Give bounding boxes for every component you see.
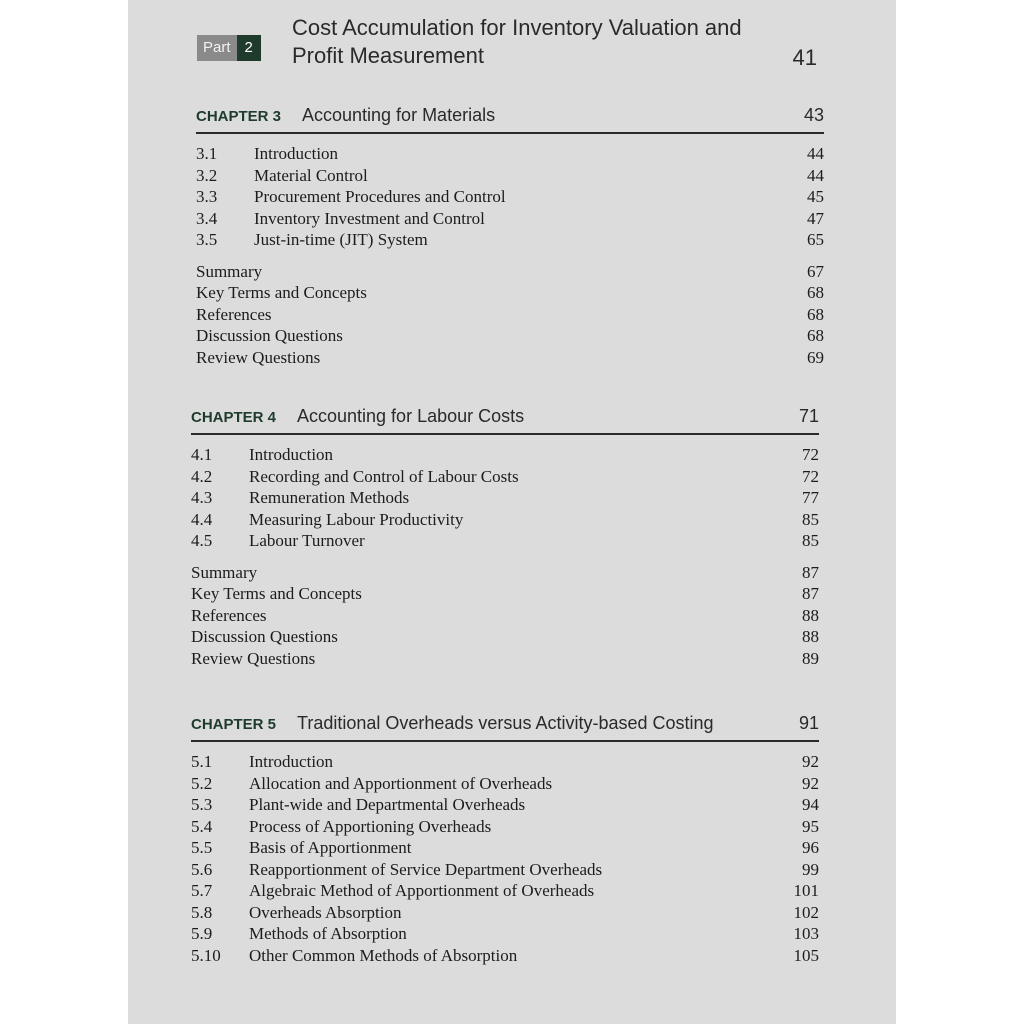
section-number: 4.3	[191, 488, 213, 507]
part-header	[197, 14, 817, 76]
chapter-4	[191, 405, 819, 669]
section-number: 3.4	[196, 208, 218, 228]
section-title: Reapportionment of Service Department Overheads	[249, 859, 603, 879]
toc-entry	[191, 487, 819, 509]
chapter-page-number: 91	[798, 713, 819, 733]
toc-entry	[196, 143, 824, 165]
toc-entry	[191, 509, 819, 531]
section-title: Just-in-time (JIT) System	[254, 230, 428, 249]
section-number: 4.4	[191, 509, 213, 529]
entry-title: Summary	[196, 261, 263, 281]
section-page-number: 72	[802, 466, 819, 486]
toc-entry	[191, 880, 819, 902]
section-title: Basis of Apportionment	[249, 838, 412, 857]
toc-entry	[196, 208, 824, 230]
section-number: 5.8	[191, 902, 213, 922]
section-title: Inventory Investment and Control	[254, 208, 485, 228]
toc-entry	[191, 837, 819, 859]
section-title: Process of Apportioning Overheads	[249, 816, 492, 836]
section-title: Material Control	[254, 165, 368, 185]
entry-page-number: 88	[802, 605, 819, 625]
section-number: 5.5	[191, 838, 213, 857]
section-title: Labour Turnover	[249, 531, 365, 550]
entry-page-number: 88	[802, 627, 819, 646]
section-title: Methods of Absorption	[249, 924, 407, 943]
section-page-number: 45	[807, 187, 824, 206]
chapter-label: CHAPTER 5	[191, 716, 277, 733]
toc-entry	[191, 794, 819, 816]
entry-title: Review Questions	[191, 648, 316, 668]
section-page-number: 77	[802, 488, 819, 507]
section-title: Introduction	[249, 752, 334, 771]
entry-page-number: 68	[807, 283, 824, 302]
entry-title: Key Terms and Concepts	[196, 283, 367, 302]
section-title: Overheads Absorption	[249, 902, 402, 922]
section-title: Measuring Labour Productivity	[249, 509, 464, 529]
section-page-number: 44	[807, 144, 824, 163]
section-number: 5.7	[191, 881, 213, 900]
chapter-title: Accounting for Labour Costs	[297, 406, 525, 426]
section-list	[196, 143, 824, 251]
entry-title: Review Questions	[196, 347, 321, 367]
section-list	[191, 444, 819, 552]
section-number: 5.3	[191, 795, 213, 814]
toc-entry	[191, 530, 819, 552]
part-label: Part	[197, 35, 237, 61]
section-page-number: 102	[793, 902, 819, 922]
entry-title: References	[191, 605, 267, 625]
section-page-number: 92	[802, 773, 819, 793]
toc-entry	[191, 923, 819, 945]
section-page-number: 94	[802, 795, 819, 814]
section-page-number: 72	[802, 445, 819, 464]
chapter-heading	[196, 104, 824, 134]
chapter-title: Accounting for Materials	[302, 105, 496, 125]
chapter-page-number: 71	[798, 406, 819, 426]
toc-entry	[191, 859, 819, 881]
section-number: 5.2	[191, 773, 213, 793]
toc-entry	[191, 945, 819, 967]
section-number: 4.1	[191, 445, 213, 464]
section-title: Allocation and Apportionment of Overheads	[249, 773, 553, 793]
section-page-number: 105	[793, 945, 819, 965]
toc-entry	[191, 562, 819, 584]
section-title: Algebraic Method of Apportionment of Overheads	[249, 881, 595, 900]
section-page-number: 44	[807, 165, 824, 185]
section-page-number: 101	[793, 881, 819, 900]
section-page-number: 85	[802, 509, 819, 529]
section-title: Introduction	[249, 445, 334, 464]
toc-entry	[191, 648, 819, 670]
section-number: 4.2	[191, 466, 213, 486]
section-number: 5.4	[191, 816, 213, 836]
document-page	[128, 0, 896, 1024]
entry-title: Summary	[191, 562, 258, 582]
chapter-page-number: 43	[803, 105, 824, 125]
entry-page-number: 87	[802, 562, 819, 582]
section-number: 3.2	[196, 165, 218, 185]
toc-entry	[191, 902, 819, 924]
entry-title: Discussion Questions	[196, 326, 343, 345]
chapter-5	[191, 712, 819, 966]
toc-entry	[191, 626, 819, 648]
entry-page-number: 68	[807, 304, 824, 324]
entry-page-number: 67	[807, 261, 824, 281]
entry-page-number: 68	[807, 326, 824, 345]
section-number: 3.1	[196, 144, 218, 163]
section-list	[191, 751, 819, 966]
section-page-number: 92	[802, 752, 819, 771]
toc-entry	[196, 165, 824, 187]
toc-entry	[191, 444, 819, 466]
section-page-number: 47	[807, 208, 824, 228]
chapter-heading	[191, 712, 819, 742]
end-matter-list	[196, 261, 824, 369]
chapter-label: CHAPTER 3	[196, 108, 282, 125]
entry-title: References	[196, 304, 272, 324]
section-number: 3.5	[196, 230, 218, 249]
section-page-number: 65	[807, 230, 824, 249]
section-page-number: 85	[802, 531, 819, 550]
section-title: Remuneration Methods	[249, 488, 410, 507]
toc-entry	[191, 605, 819, 627]
section-number: 5.6	[191, 859, 213, 879]
section-number: 5.9	[191, 924, 213, 943]
section-page-number: 96	[802, 838, 819, 857]
section-number: 4.5	[191, 531, 213, 550]
toc-entry	[196, 261, 824, 283]
chapter-label: CHAPTER 4	[191, 409, 277, 426]
section-title: Plant-wide and Departmental Overheads	[249, 795, 526, 814]
toc-entry	[196, 186, 824, 208]
section-title: Procurement Procedures and Control	[254, 187, 506, 206]
end-matter-list	[191, 562, 819, 670]
entry-title: Discussion Questions	[191, 627, 338, 646]
section-title: Other Common Methods of Absorption	[249, 945, 518, 965]
toc-entry	[196, 304, 824, 326]
toc-entry	[196, 282, 824, 304]
toc-entry	[196, 325, 824, 347]
part-page-number: 41	[792, 45, 817, 70]
section-number: 3.3	[196, 187, 218, 206]
entry-page-number: 89	[802, 648, 819, 668]
toc-entry	[191, 751, 819, 773]
part-number: 2	[237, 35, 261, 61]
toc-entry	[196, 229, 824, 251]
entry-title: Key Terms and Concepts	[191, 584, 362, 603]
chapter-title: Traditional Overheads versus Activity-based Costing	[297, 713, 714, 733]
part-title: Cost Accumulation for Inventory Valuation and Profit Measurement	[292, 15, 742, 68]
entry-page-number: 69	[807, 347, 824, 367]
entry-page-number: 87	[802, 584, 819, 603]
chapter-heading	[191, 405, 819, 435]
toc-entry	[191, 773, 819, 795]
section-page-number: 99	[802, 859, 819, 879]
part-badge	[197, 35, 261, 61]
section-number: 5.10	[191, 945, 221, 965]
toc-entry	[196, 347, 824, 369]
toc-entry	[191, 816, 819, 838]
toc-entry	[191, 583, 819, 605]
section-page-number: 95	[802, 816, 819, 836]
section-title: Introduction	[254, 144, 339, 163]
chapter-3	[196, 104, 824, 368]
toc-entry	[191, 466, 819, 488]
section-title: Recording and Control of Labour Costs	[249, 466, 519, 486]
section-page-number: 103	[793, 924, 819, 943]
section-number: 5.1	[191, 752, 213, 771]
